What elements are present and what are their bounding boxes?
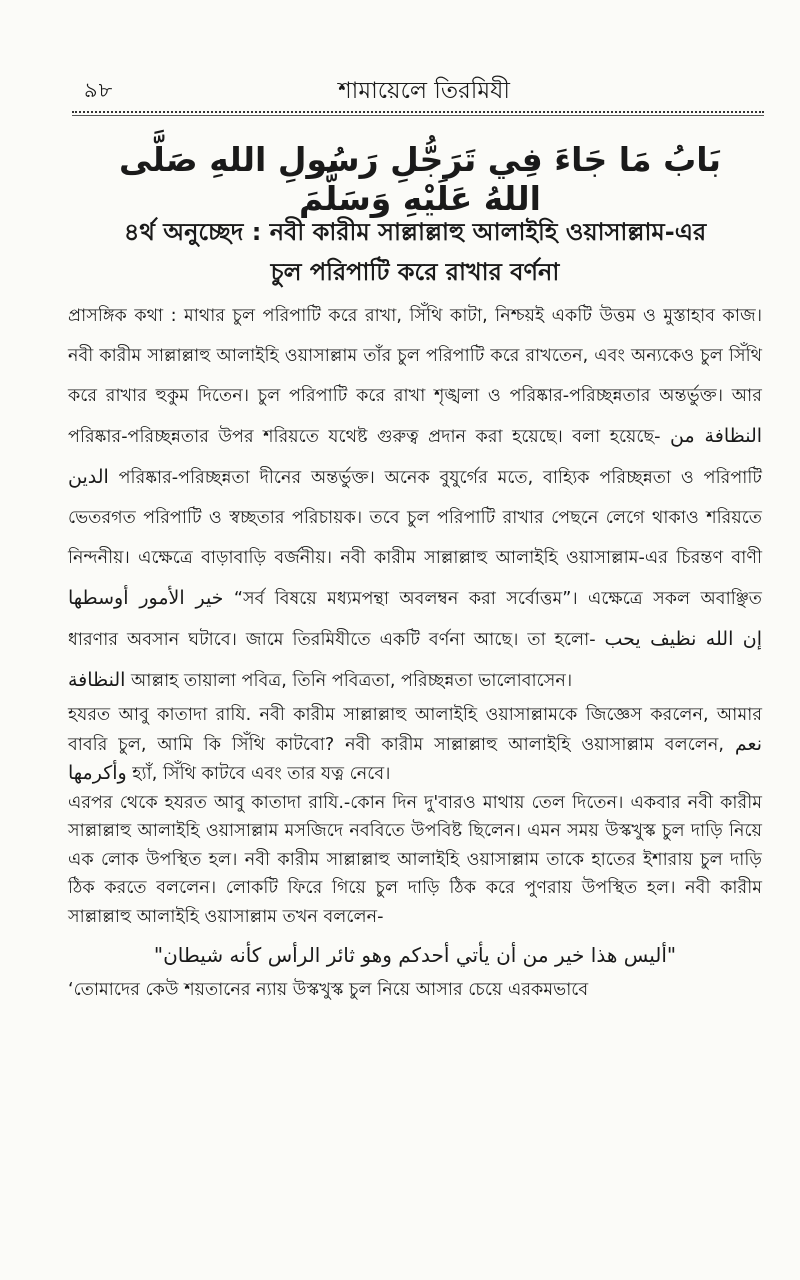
paragraph-text: “সর্ব বিষয়ে মধ্যমপন্থা অবলম্বন করা সর্বোত্তম”। এক্ষেত্রে সকল অবাঞ্ছিত ধারণার অবসান ঘটাবে। জামে তিরমিযীতে একটি বর্ণনা আছে। তা হলো- [68, 589, 762, 650]
arabic-chapter-heading: بَابُ مَا جَاءَ فِي تَرَجُّلِ رَسُولِ اللهِ صَلَّى اللهُ عَلَيْهِ وَسَلَّمَ [118, 140, 722, 218]
paragraph-text: হযরত আবু কাতাদা রাযি. নবী কারীম সাল্লাল্লাহু আলাইহি ওয়াসাল্লামকে জিজ্ঞেস করলেন, আমার বাবরি চুল, আমি কি সিঁথি কাটবো? নবী কারীম সাল্লাল্লাহু আলাইহি ওয়াসাল্লাম বললেন, [68, 705, 762, 755]
paragraph-text: প্রাসঙ্গিক কথা : মাথার চুল পরিপাটি করে রাখা, সিঁথি কাটা, নিশ্চয়ই একটি উত্তম ও মুস্তাহাব কাজ। নবী কারীম সাল্লাল্লাহু আলাইহি ওয়াসাল্লাম তাঁর চুল পরিপাটি করে রাখতেন, এবং অন্যকেও চুল সিঁথি করে রাখার হুকুম দিতেন। চুল পরিপাটি করে রাখা শৃঙ্খলা ও পরিষ্কার-পরিচ্ছন্নতার অন্তর্ভুক্ত। আর পরিষ্কার-পরিচ্ছন্নতার উপর শরিয়তে যথেষ্ট গুরুত্ব প্রদান করা হয়েছে। বলা হয়েছে- [68, 306, 762, 447]
paragraph-translation: ‘তোমাদের কেউ শয়তানের ন্যায় উস্কখুস্ক চুল নিয়ে আসার চেয়ে এরকমভাবে [68, 979, 589, 1000]
paragraph-hadith-question [68, 701, 762, 789]
paragraph-text: আল্লাহ তায়ালা পবিত্র, তিনি পবিত্রতা, পরিচ্ছন্নতা ভালোবাসেন। [125, 671, 573, 691]
arabic-phrase: خير الأمور أوسطها [68, 587, 224, 609]
arabic-hadith-quote: "أليس هذا خير من أن يأتي أحدكم وهو ثائر الرأس كأنه شيطان" [153, 943, 677, 967]
page-number: ৯৮ [84, 78, 114, 102]
chapter-title-line-1: ৪র্থ অনুচ্ছেদ : নবী কারীম সাল্লাল্লাহু আলাইহি ওয়াসাল্লাম-এর [123, 218, 707, 246]
chapter-title-line-2: চুল পরিপাটি করে রাখার বর্ণনা [270, 258, 560, 286]
page-header [78, 66, 770, 106]
arabic-phrase: النظافة من الدين [68, 425, 763, 488]
running-title: শামায়েলে তিরমিযী [338, 78, 510, 104]
paragraph-text: হ্যাঁ, সিঁথি কাটবে এবং তার যত্ন নেবে। [126, 764, 391, 784]
paragraph-context [68, 296, 762, 701]
paragraph-text: পরিষ্কার-পরিচ্ছন্নতা দীনের অন্তর্ভুক্ত। অনেক বুযুর্গের মতে, বাহ্যিক পরিচ্ছন্নতা ও পরিপাটি ভেতরগত পরিপাটি ও স্বচ্ছতার পরিচায়ক। তবে চুল পরিপাটি রাখার পেছনে লেগে থাকাও শরিয়তে নিন্দনীয়। এক্ষেত্রে বাড়াবাড়ি বর্জনীয়। নবী কারীম সাল্লাল্লাহু আলাইহি ওয়াসাল্লাম-এর চিরন্তণ বাণী [68, 468, 762, 568]
header-divider [72, 111, 764, 113]
chapter-title [70, 212, 760, 292]
body-text [68, 296, 762, 1004]
arabic-phrase: نعم وأكرمها [68, 732, 762, 784]
arabic-phrase: إن الله نظيف يحب النظافة [68, 628, 762, 691]
header-divider-line [72, 115, 764, 116]
paragraph-story: এরপর থেকে হযরত আবু কাতাদা রাযি.-কোন দিন দু'বারও মাথায় তেল দিতেন। একবার নবী কারীম সাল্লাল্লাহু আলাইহি ওয়াসাল্লাম মসজিদে নববিতে উপবিষ্ট ছিলেন। এমন সময় উস্কখুস্ক চুল দাড়ি নিয়ে এক লোক উপস্থিত হল। নবী কারীম সাল্লাল্লাহু আলাইহি ওয়াসাল্লাম তাকে হাতের ইশারায় চুল দাড়ি ঠিক করতে বললেন। লোকটি ফিরে গিয়ে চুল দাড়ি ঠিক করে পুণরায় উপস্থিত হল। নবী কারীম সাল্লাল্লাহু আলাইহি ওয়াসাল্লাম তখন বললেন- [68, 792, 762, 927]
